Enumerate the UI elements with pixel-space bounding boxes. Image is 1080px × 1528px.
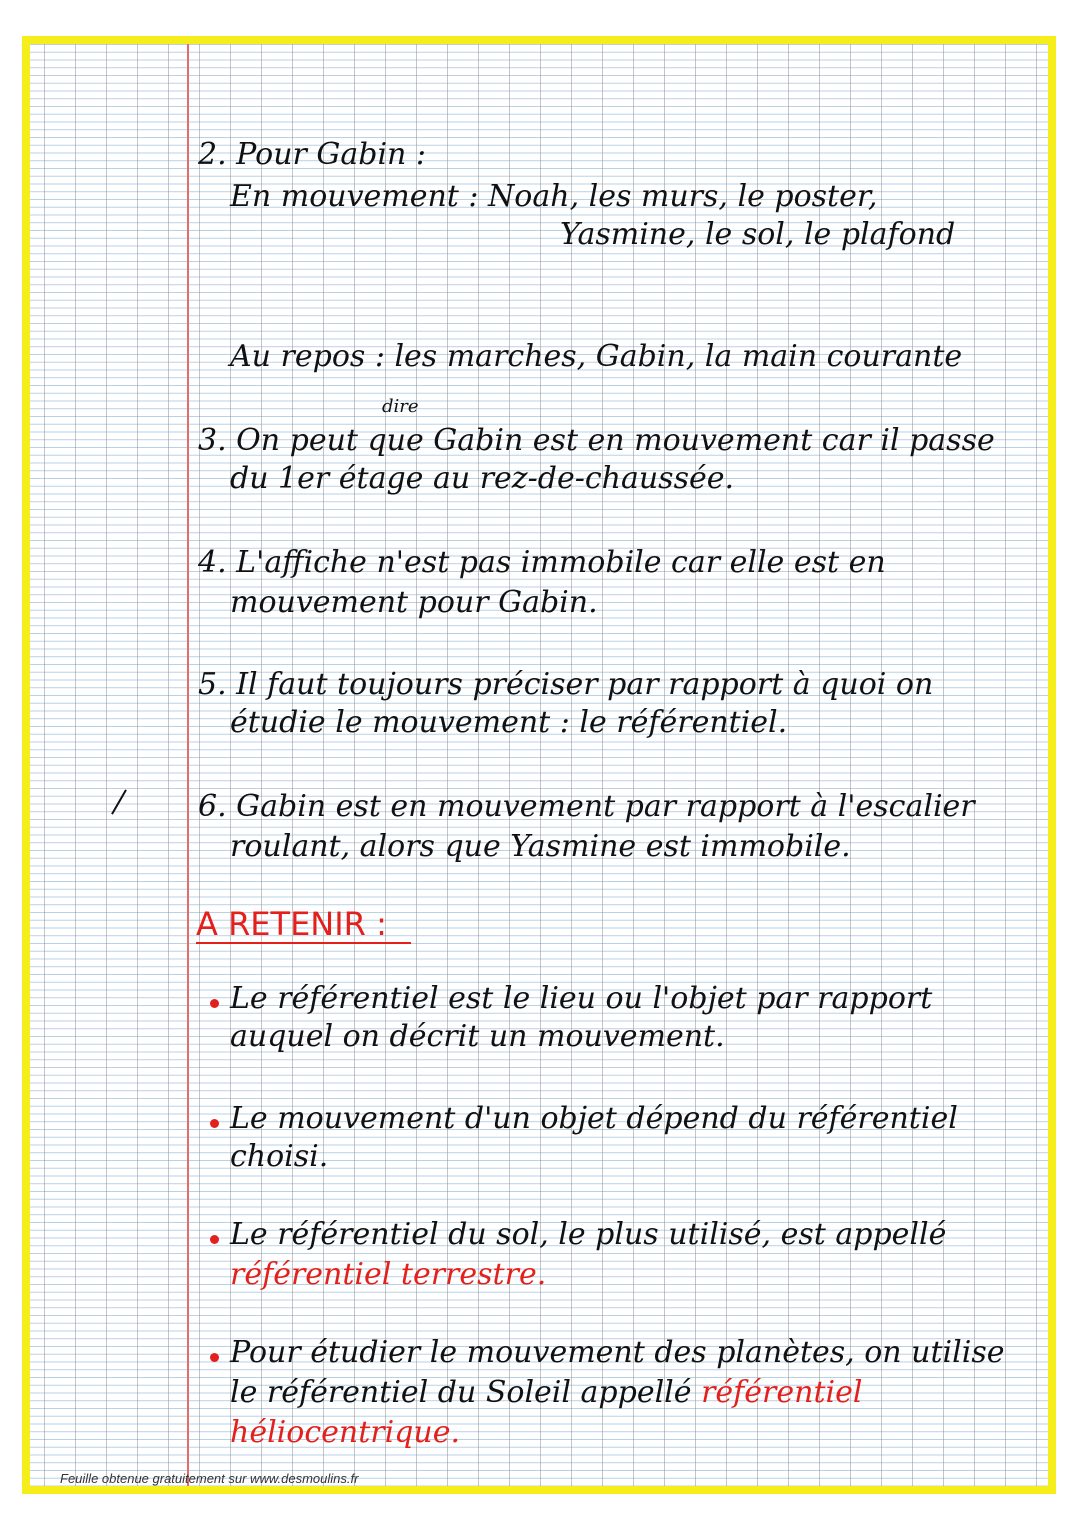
q6-line-1: 6. Gabin est en mouvement par rapport à l'escalier — [198, 789, 975, 824]
q5-line-1: 5. Il faut toujours préciser par rapport à quoi on — [198, 667, 934, 702]
retenir-b3-line-2: référentiel terrestre. — [230, 1257, 547, 1292]
q3-line-1: 3. On peut que Gabin est en mouvement car il passe — [198, 423, 995, 458]
retenir-b2-line-2: choisi. — [230, 1139, 329, 1174]
retenir-b4-line-1: Pour étudier le mouvement des planètes, on utilise — [230, 1335, 1005, 1370]
q2-line-4: Au repos : les marches, Gabin, la main courante — [230, 339, 963, 374]
bullet-3 — [210, 1235, 219, 1244]
retenir-b1-line-2: auquel on décrit un mouvement. — [230, 1019, 725, 1054]
retenir-b1-line-1: Le référentiel est le lieu ou l'objet par rapport — [230, 981, 933, 1016]
q3-line-2: du 1er étage au rez-de-chaussée. — [230, 461, 735, 496]
retenir-b4-line-3: héliocentrique. — [230, 1415, 461, 1450]
notebook-page — [22, 36, 1056, 1494]
footer-credit: Feuille obtenue gratuitement sur www.desmoulins.fr — [60, 1471, 359, 1486]
q2-line-1: 2. Pour Gabin : — [198, 137, 427, 172]
retenir-b4-line-2-red: référentiel — [701, 1375, 863, 1410]
retenir-heading: A RETENIR : — [196, 906, 411, 944]
q2-line-2: En mouvement : Noah, les murs, le poster, — [230, 179, 878, 214]
margin-check-mark — [111, 789, 127, 814]
q4-line-2: mouvement pour Gabin. — [230, 585, 598, 620]
q2-line-3: Yasmine, le sol, le plafond — [560, 217, 956, 252]
retenir-b2-line-1: Le mouvement d'un objet dépend du référentiel — [230, 1101, 958, 1136]
bullet-4 — [210, 1353, 219, 1362]
retenir-b3-line-1: Le référentiel du sol, le plus utilisé, est appellé — [230, 1217, 947, 1252]
q4-line-1: 4. L'affiche n'est pas immobile car elle est en — [198, 545, 886, 580]
retenir-b4-line-2-text: le référentiel du Soleil appellé — [230, 1375, 692, 1410]
retenir-b4-line-2 — [230, 1376, 862, 1410]
q3-insert-word: dire — [382, 396, 419, 417]
bullet-2 — [210, 1119, 219, 1128]
margin-line — [187, 44, 189, 1486]
q6-line-2: roulant, alors que Yasmine est immobile. — [230, 829, 851, 864]
bullet-1 — [210, 999, 219, 1008]
q5-line-2: étudie le mouvement : le référentiel. — [230, 705, 788, 740]
